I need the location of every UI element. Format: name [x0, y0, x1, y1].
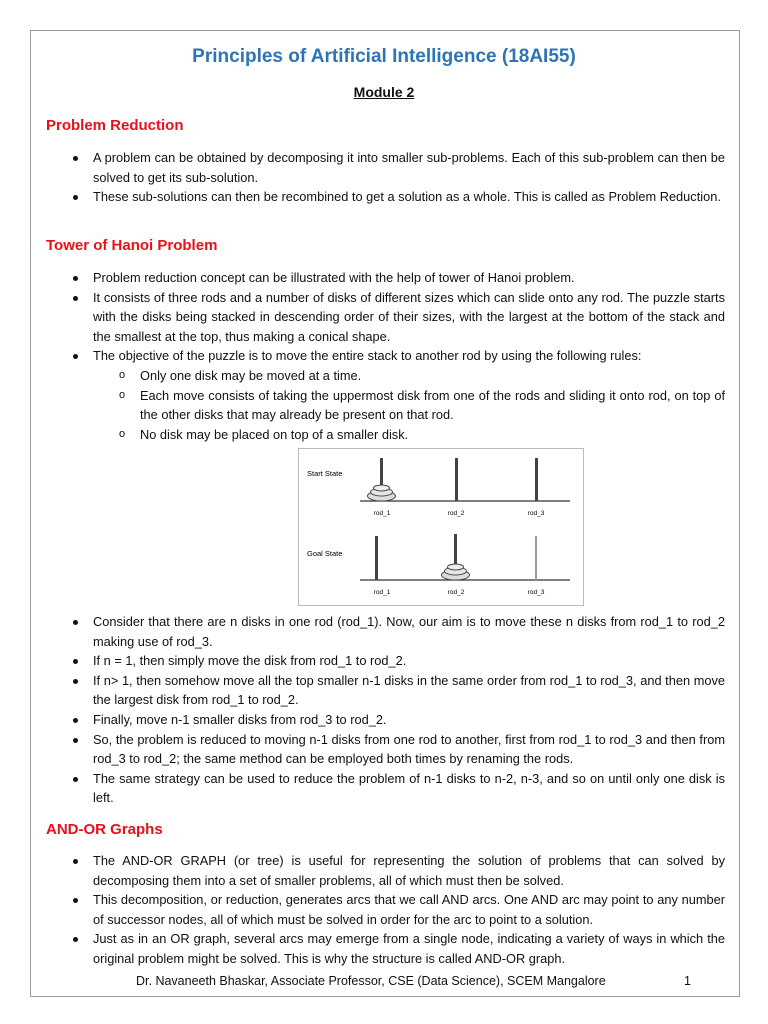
footer-author: Dr. Navaneeth Bhaskar, Associate Professor, CSE (Data Science), SCEM Mangalore — [136, 974, 606, 988]
rod-label: rod_2 — [447, 589, 465, 596]
page-title: Principles of Artificial Intelligence (18AI55) — [192, 46, 576, 67]
tower-of-hanoi-steps-list — [93, 612, 725, 808]
list-item: It consists of three rods and a number of disks of different sizes which can slide onto any rod. The puzzle starts with the disks being stacked in descending order of their sizes, with the largest at the bottom of the stack and the smallest at the top, thus making a conical shape. — [93, 288, 725, 347]
list-item — [93, 346, 725, 444]
tower-of-hanoi-list — [93, 268, 725, 444]
list-item: Finally, move n-1 smaller disks from rod_3 to rod_2. — [93, 710, 725, 730]
section-heading-tower-of-hanoi: Tower of Hanoi Problem — [46, 237, 218, 254]
disk — [448, 564, 464, 570]
list-item: This decomposition, or reduction, generates arcs that we call AND arcs. One AND arc may point to any number of successor nodes, all of which must be solved in order for the arc to point to a solution. — [93, 890, 725, 929]
rod — [455, 458, 458, 501]
disk — [374, 485, 390, 491]
list-item: Just as in an OR graph, several arcs may emerge from a single node, indicating a variety of ways in which the original problem might be solved. This is why the structure is called AND-OR graph. — [93, 929, 725, 968]
problem-reduction-list — [93, 148, 725, 207]
rod-label: rod_2 — [447, 510, 465, 517]
rule-item: o Each move consists of taking the uppermost disk from one of the rods and sliding it onto rod, on top of the other disks that may already be present on that rod. — [140, 386, 725, 425]
list-item: If n = 1, then simply move the disk from rod_1 to rod_2. — [93, 651, 725, 671]
module-heading: Module 2 — [353, 84, 415, 100]
goal-state-label: Goal State — [307, 549, 343, 558]
rod — [375, 536, 378, 580]
list-item: The AND-OR GRAPH (or tree) is useful for representing the solution of problems that can solved by decomposing them into a set of smaller problems, all of which must then be solved. — [93, 851, 725, 890]
page-number: 1 — [684, 974, 691, 988]
rod — [535, 536, 537, 580]
start-state-label: Start State — [307, 469, 343, 478]
rod-label: rod_3 — [527, 510, 545, 517]
rod-label: rod_1 — [373, 510, 391, 517]
list-item: If n> 1, then somehow move all the top smaller n-1 disks in the same order from rod_1 to rod_3, and then move the largest disk from rod_1 to rod_2. — [93, 671, 725, 710]
rule-item: o Only one disk may be moved at a time. — [140, 366, 725, 386]
and-or-graphs-list — [93, 851, 725, 969]
list-item: These sub-solutions can then be recombined to get a solution as a whole. This is called as Problem Reduction. — [93, 187, 725, 207]
list-item-text: The objective of the puzzle is to move the entire stack to another rod by using the following rules: — [93, 348, 642, 364]
list-item: A problem can be obtained by decomposing it into smaller sub-problems. Each of this sub-problem can then be solved to get its sub-solution. — [93, 148, 725, 187]
rules-list — [140, 366, 725, 444]
rod — [535, 458, 538, 501]
list-item: Consider that there are n disks in one rod (rod_1). Now, our aim is to move these n disks from rod_1 to rod_2 making use of rod_3. — [93, 612, 725, 651]
list-item: Problem reduction concept can be illustrated with the help of tower of Hanoi problem. — [93, 268, 725, 288]
list-item: The same strategy can be used to reduce the problem of n-1 disks to n-2, n-3, and so on until only one disk is left. — [93, 769, 725, 808]
rule-item: o No disk may be placed on top of a smaller disk. — [140, 425, 725, 445]
rod-label: rod_3 — [527, 589, 545, 596]
section-heading-problem-reduction: Problem Reduction — [46, 117, 184, 134]
section-heading-and-or-graphs: AND-OR Graphs — [46, 821, 163, 838]
rod-label: rod_1 — [373, 589, 391, 596]
tower-of-hanoi-figure — [298, 448, 584, 606]
list-item: So, the problem is reduced to moving n-1 disks from one rod to another, first from rod_1 to rod_3 and then from rod_3 to rod_2; the same method can be employed both times by renaming the rods. — [93, 730, 725, 769]
